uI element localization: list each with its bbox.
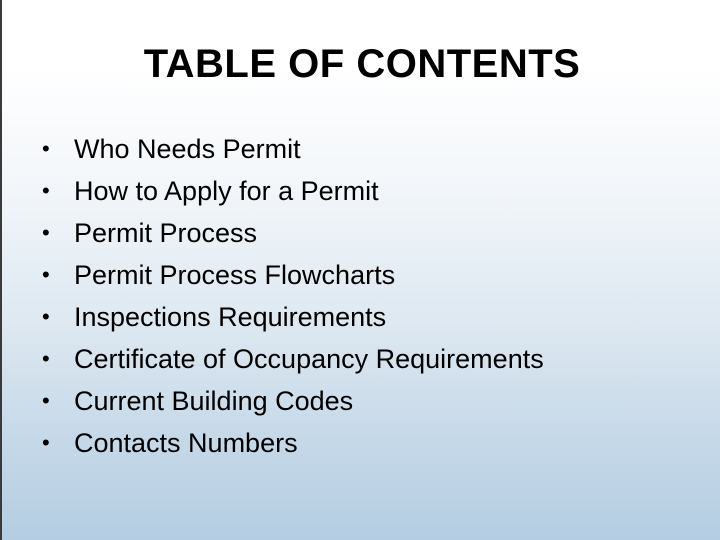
toc-item-label: Inspections Requirements — [74, 302, 387, 332]
toc-item-label: Certificate of Occupancy Requirements — [74, 344, 544, 374]
bullet-icon: • — [42, 388, 50, 413]
bullet-icon: • — [42, 430, 50, 455]
bullet-icon: • — [42, 304, 50, 329]
toc-item-label: Permit Process Flowcharts — [74, 260, 396, 290]
slide-title: TABLE OF CONTENTS — [143, 42, 581, 86]
bullet-icon: • — [42, 262, 50, 287]
toc-item-label: Current Building Codes — [74, 386, 354, 416]
toc-item-label: How to Apply for a Permit — [74, 176, 379, 206]
bullet-icon: • — [42, 178, 50, 203]
toc-item-label: Who Needs Permit — [74, 134, 301, 164]
bullet-icon: • — [42, 136, 50, 161]
toc-item-label: Contacts Numbers — [74, 428, 298, 458]
bullet-icon: • — [42, 346, 50, 371]
toc-item-label: Permit Process — [74, 218, 258, 248]
bullet-icon: • — [42, 220, 50, 245]
